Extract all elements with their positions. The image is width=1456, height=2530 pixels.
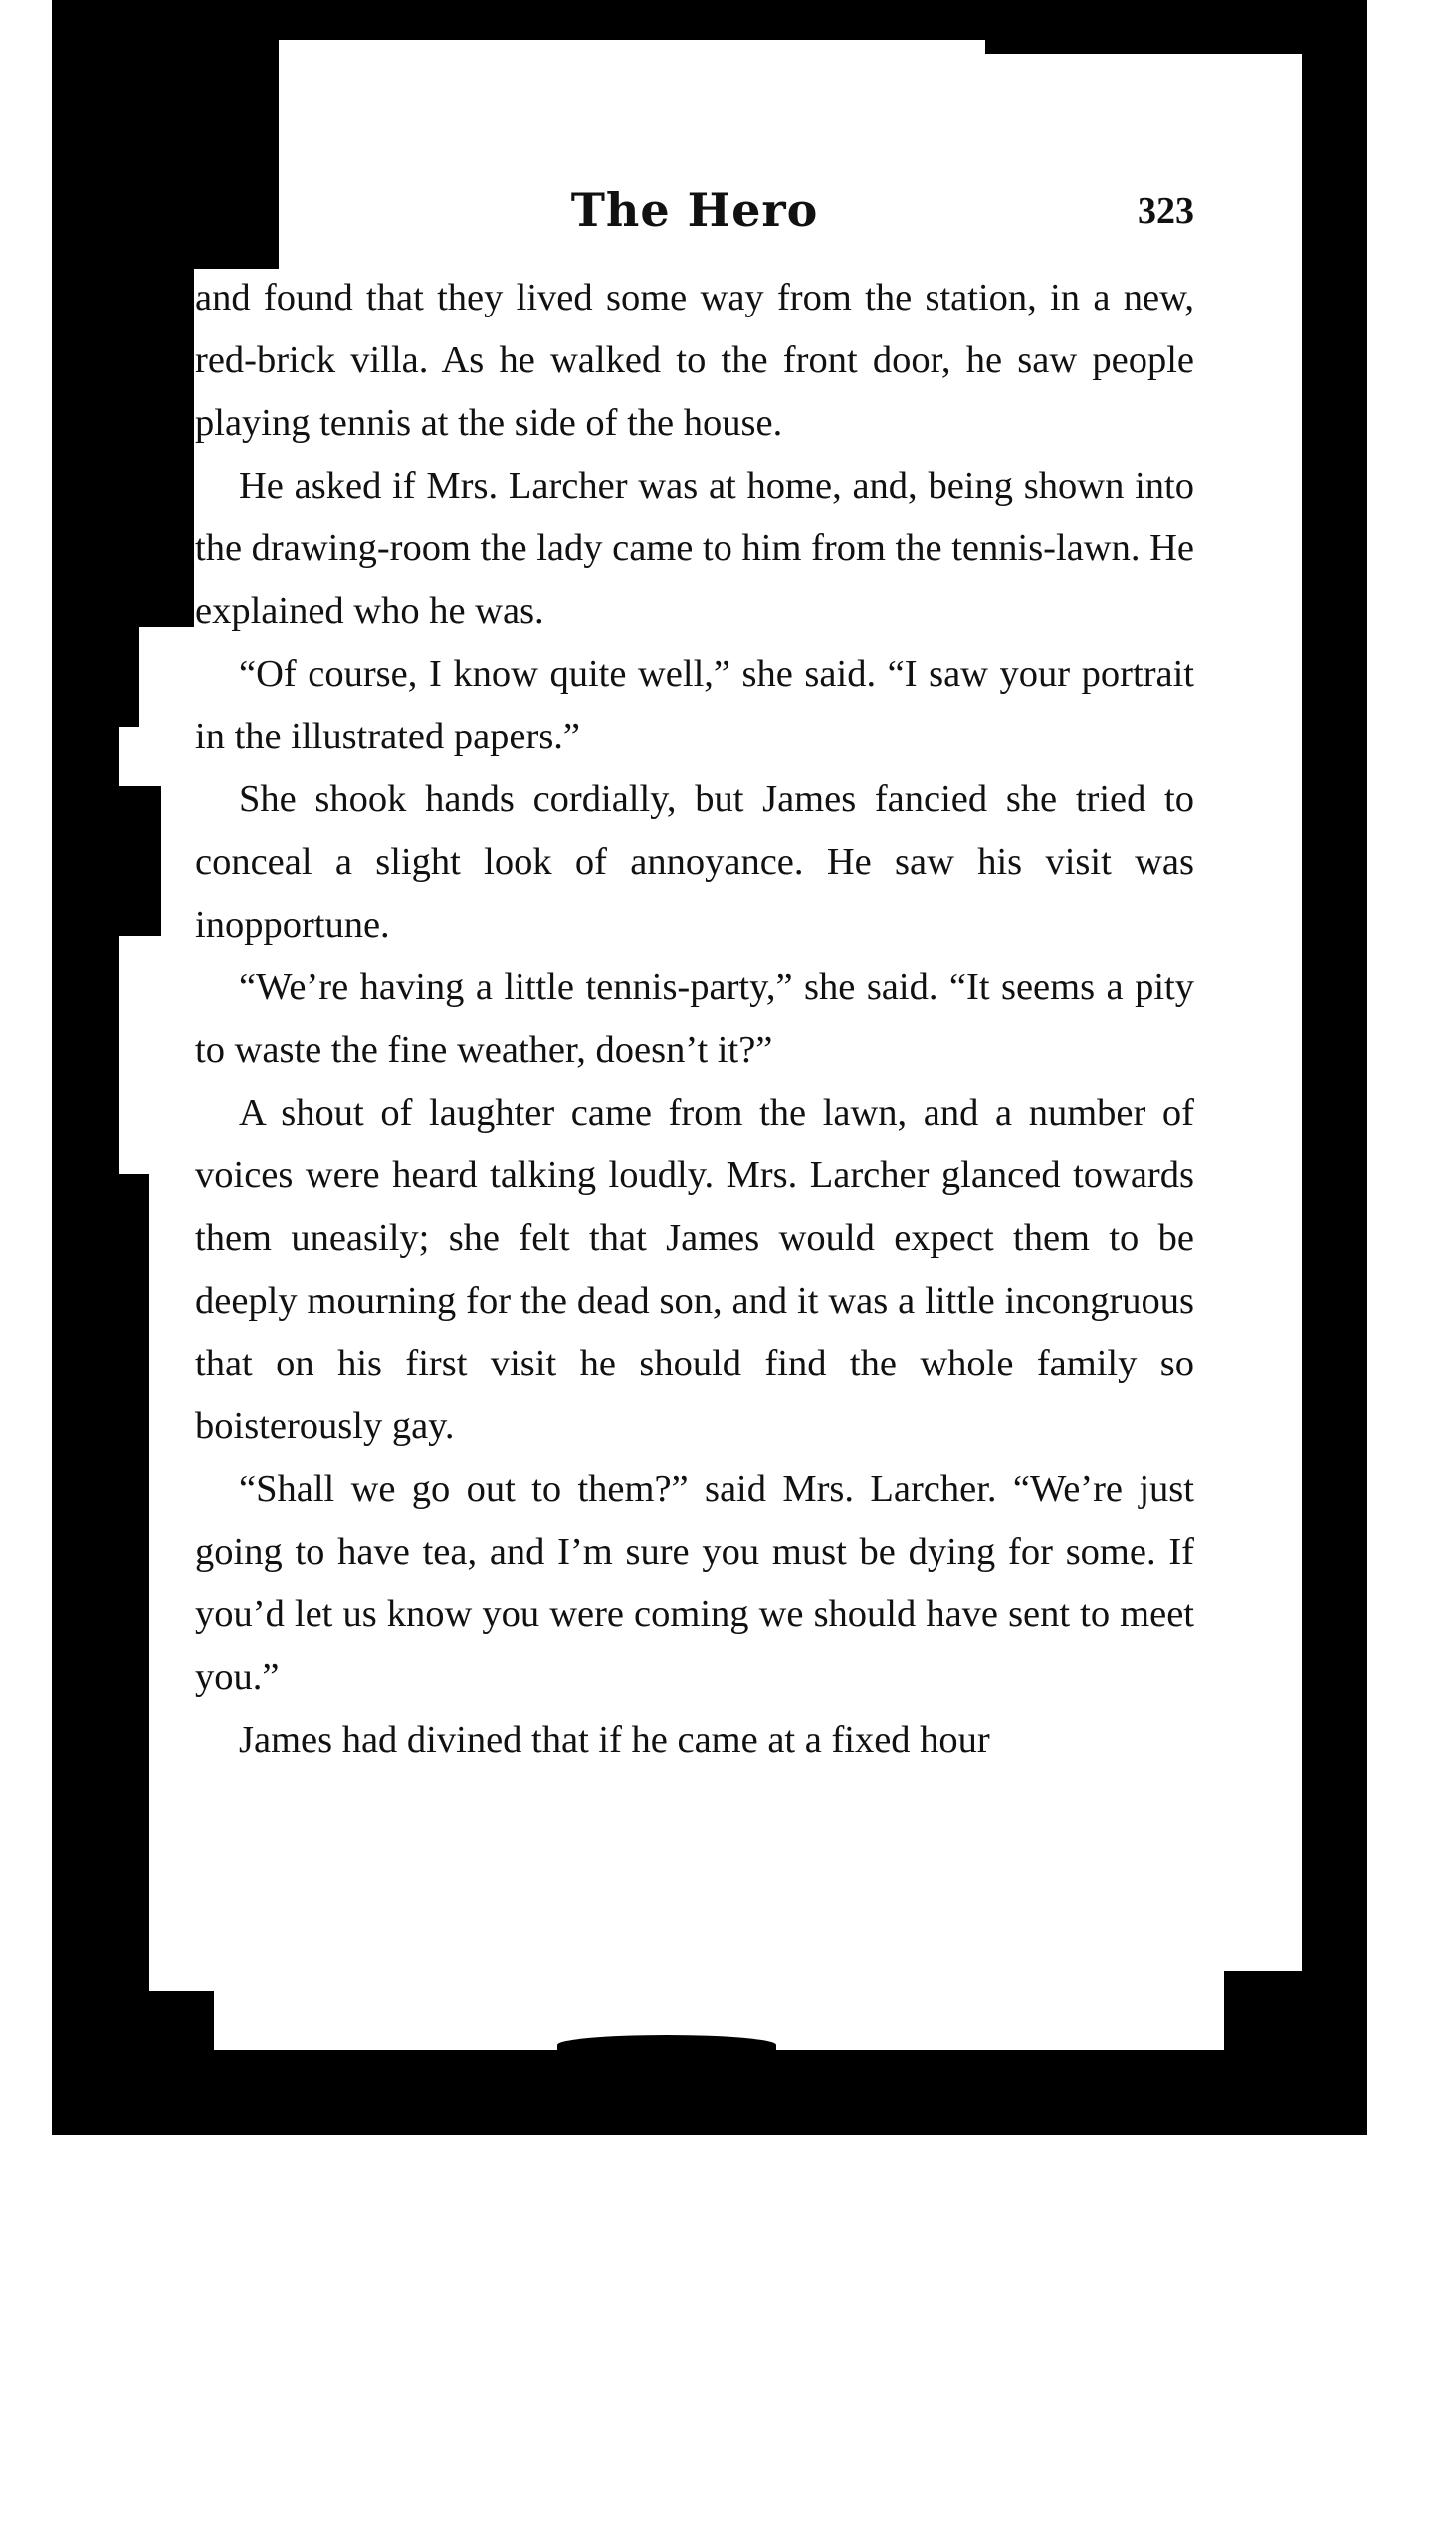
paragraph: A shout of laughter came from the lawn, and a number of voices were heard talking loudly. Mrs. Larcher glanced towards them uneasily; she felt that James would expect them to be deeply mourning for the dead son, and it was a little incongruous that on his first visit he should find the whole family so boisterously gay.	[195, 1092, 1194, 1447]
scan-shadow	[119, 627, 139, 727]
paragraph: He asked if Mrs. Larcher was at home, and, being shown into the drawing-room the lady came to him from the tennis-lawn. He explained who he was.	[195, 465, 1194, 632]
running-title: The Hero	[570, 183, 819, 237]
body-text	[195, 267, 1194, 1772]
scan-shadow	[119, 269, 194, 627]
paragraph: “Shall we go out to them?” said Mrs. Larcher. “We’re just going to have tea, and I’m sure you must be dying for some. If you’d let us know you were coming we should have sent to meet you.”	[195, 1468, 1194, 1698]
scan-shadow	[119, 1174, 149, 2050]
scan-shadow	[119, 786, 161, 936]
paragraph: “Of course, I know quite well,” she said. “I saw your portrait in the illustrated papers.”	[195, 653, 1194, 757]
paragraph: James had divined that if he came at a fixed hour	[239, 1719, 990, 1761]
scan-shadow	[985, 40, 1302, 54]
paragraph: “We’re having a little tennis-party,” she said. “It seems a pity to waste the fine weather, doesn’t it?”	[195, 966, 1194, 1071]
scan-shadow	[1224, 1971, 1302, 2080]
page-number: 323	[1138, 190, 1194, 232]
scan-shadow	[557, 2035, 776, 2055]
running-head	[195, 183, 1194, 243]
paragraph: and found that they lived some way from the station, in a new, red-brick villa. As he walked to the front door, he saw people playing tennis at the side of the house.	[195, 277, 1194, 444]
paragraph: She shook hands cordially, but James fancied she tried to conceal a slight look of annoyance. He saw his visit was inopportune.	[195, 778, 1194, 946]
